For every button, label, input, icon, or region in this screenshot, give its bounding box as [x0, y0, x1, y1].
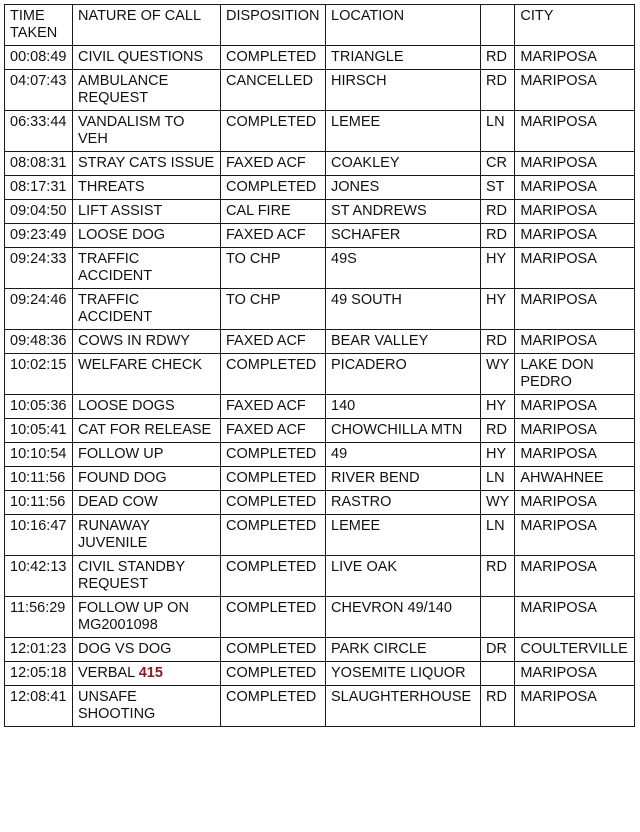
cell-suffix: HY — [481, 395, 515, 419]
cell-time: 10:11:56 — [5, 467, 73, 491]
cell-disposition: FAXED ACF — [221, 152, 326, 176]
cell-city: MARIPOSA — [515, 330, 635, 354]
cell-city: MARIPOSA — [515, 46, 635, 70]
table-row — [5, 111, 635, 152]
cell-time: 10:02:15 — [5, 354, 73, 395]
cell-disposition: COMPLETED — [221, 467, 326, 491]
table-row — [5, 597, 635, 638]
table-row — [5, 556, 635, 597]
table-row — [5, 224, 635, 248]
cell-disposition: FAXED ACF — [221, 330, 326, 354]
header-location: LOCATION — [326, 5, 481, 46]
cell-nature: CAT FOR RELEASE — [73, 419, 221, 443]
table-row — [5, 46, 635, 70]
cell-location: BEAR VALLEY — [326, 330, 481, 354]
header-suffix — [481, 5, 515, 46]
cell-location: ST ANDREWS — [326, 200, 481, 224]
cell-disposition: TO CHP — [221, 248, 326, 289]
cell-time: 09:23:49 — [5, 224, 73, 248]
cell-nature: LIFT ASSIST — [73, 200, 221, 224]
cell-nature: STRAY CATS ISSUE — [73, 152, 221, 176]
cell-disposition: COMPLETED — [221, 638, 326, 662]
header-nature: NATURE OF CALL — [73, 5, 221, 46]
cell-nature: TRAFFIC ACCIDENT — [73, 289, 221, 330]
cell-suffix: RD — [481, 224, 515, 248]
cell-disposition: COMPLETED — [221, 354, 326, 395]
table-row — [5, 152, 635, 176]
cell-city: MARIPOSA — [515, 597, 635, 638]
cell-disposition: COMPLETED — [221, 491, 326, 515]
cell-nature: FOUND DOG — [73, 467, 221, 491]
cell-time: 08:08:31 — [5, 152, 73, 176]
table-row — [5, 686, 635, 727]
cell-suffix — [481, 597, 515, 638]
cell-nature: COWS IN RDWY — [73, 330, 221, 354]
cell-disposition: COMPLETED — [221, 556, 326, 597]
cell-city: MARIPOSA — [515, 443, 635, 467]
cell-city: MARIPOSA — [515, 556, 635, 597]
cell-time: 10:05:41 — [5, 419, 73, 443]
cell-nature: AMBULANCE REQUEST — [73, 70, 221, 111]
cell-location: TRIANGLE — [326, 46, 481, 70]
cell-disposition: CANCELLED — [221, 70, 326, 111]
cell-location: RIVER BEND — [326, 467, 481, 491]
cell-suffix: RD — [481, 46, 515, 70]
cell-location: 49S — [326, 248, 481, 289]
cell-location: SCHAFER — [326, 224, 481, 248]
cell-city: MARIPOSA — [515, 662, 635, 686]
cell-suffix: HY — [481, 443, 515, 467]
cell-time: 11:56:29 — [5, 597, 73, 638]
cell-nature: RUNAWAY JUVENILE — [73, 515, 221, 556]
table-row — [5, 395, 635, 419]
cell-city: COULTERVILLE — [515, 638, 635, 662]
table-row — [5, 662, 635, 686]
table-row — [5, 443, 635, 467]
table-row — [5, 330, 635, 354]
cell-suffix: RD — [481, 686, 515, 727]
cell-nature: WELFARE CHECK — [73, 354, 221, 395]
cell-city: MARIPOSA — [515, 152, 635, 176]
header-time: TIME TAKEN — [5, 5, 73, 46]
cell-location: PICADERO — [326, 354, 481, 395]
cell-time: 00:08:49 — [5, 46, 73, 70]
cell-nature: LOOSE DOG — [73, 224, 221, 248]
cell-time: 08:17:31 — [5, 176, 73, 200]
cell-suffix: CR — [481, 152, 515, 176]
cell-nature: DOG VS DOG — [73, 638, 221, 662]
cell-suffix: WY — [481, 354, 515, 395]
cell-disposition: FAXED ACF — [221, 224, 326, 248]
cell-time: 09:24:46 — [5, 289, 73, 330]
cell-location: YOSEMITE LIQUOR — [326, 662, 481, 686]
cell-location: PARK CIRCLE — [326, 638, 481, 662]
nature-text: VERBAL — [78, 665, 135, 681]
cell-city: LAKE DON PEDRO — [515, 354, 635, 395]
cell-nature: VANDALISM TO VEH — [73, 111, 221, 152]
cell-location: 49 SOUTH — [326, 289, 481, 330]
cell-disposition: COMPLETED — [221, 46, 326, 70]
cell-suffix: LN — [481, 515, 515, 556]
cell-city: MARIPOSA — [515, 395, 635, 419]
cell-disposition: FAXED ACF — [221, 395, 326, 419]
cell-nature: UNSAFE SHOOTING — [73, 686, 221, 727]
cell-time: 12:08:41 — [5, 686, 73, 727]
cell-suffix: WY — [481, 491, 515, 515]
cell-time: 10:05:36 — [5, 395, 73, 419]
cell-suffix: DR — [481, 638, 515, 662]
cell-location: LEMEE — [326, 515, 481, 556]
cell-disposition: CAL FIRE — [221, 200, 326, 224]
cell-time: 09:04:50 — [5, 200, 73, 224]
cell-time: 10:42:13 — [5, 556, 73, 597]
nature-code: 415 — [138, 665, 163, 681]
table-row — [5, 248, 635, 289]
call-log-body — [5, 46, 635, 727]
cell-time: 09:48:36 — [5, 330, 73, 354]
cell-nature: DEAD COW — [73, 491, 221, 515]
call-log-table — [4, 4, 635, 727]
cell-nature: FOLLOW UP ON MG2001098 — [73, 597, 221, 638]
cell-location: 49 — [326, 443, 481, 467]
table-row — [5, 200, 635, 224]
cell-time: 09:24:33 — [5, 248, 73, 289]
table-row — [5, 638, 635, 662]
cell-suffix: RD — [481, 70, 515, 111]
cell-disposition: COMPLETED — [221, 686, 326, 727]
cell-nature — [73, 662, 221, 686]
cell-disposition: COMPLETED — [221, 443, 326, 467]
cell-city: MARIPOSA — [515, 224, 635, 248]
cell-location: CHOWCHILLA MTN — [326, 419, 481, 443]
header-row — [5, 5, 635, 46]
cell-city: AHWAHNEE — [515, 467, 635, 491]
table-row — [5, 419, 635, 443]
cell-location: LEMEE — [326, 111, 481, 152]
cell-disposition: COMPLETED — [221, 176, 326, 200]
cell-city: MARIPOSA — [515, 111, 635, 152]
cell-disposition: COMPLETED — [221, 662, 326, 686]
cell-nature: FOLLOW UP — [73, 443, 221, 467]
cell-time: 12:01:23 — [5, 638, 73, 662]
cell-city: MARIPOSA — [515, 176, 635, 200]
cell-location: COAKLEY — [326, 152, 481, 176]
cell-suffix: RD — [481, 200, 515, 224]
cell-suffix — [481, 662, 515, 686]
cell-disposition: TO CHP — [221, 289, 326, 330]
cell-location: SLAUGHTERHOUSE — [326, 686, 481, 727]
cell-suffix: ST — [481, 176, 515, 200]
cell-time: 06:33:44 — [5, 111, 73, 152]
cell-suffix: RD — [481, 330, 515, 354]
cell-nature: CIVIL QUESTIONS — [73, 46, 221, 70]
cell-suffix: HY — [481, 248, 515, 289]
cell-city: MARIPOSA — [515, 248, 635, 289]
cell-location: LIVE OAK — [326, 556, 481, 597]
header-disposition: DISPOSITION — [221, 5, 326, 46]
cell-city: MARIPOSA — [515, 419, 635, 443]
cell-location: CHEVRON 49/140 — [326, 597, 481, 638]
cell-nature: THREATS — [73, 176, 221, 200]
cell-suffix: RD — [481, 556, 515, 597]
cell-suffix: LN — [481, 111, 515, 152]
cell-location: RASTRO — [326, 491, 481, 515]
cell-location: JONES — [326, 176, 481, 200]
cell-city: MARIPOSA — [515, 200, 635, 224]
cell-city: MARIPOSA — [515, 70, 635, 111]
cell-disposition: COMPLETED — [221, 597, 326, 638]
cell-nature: TRAFFIC ACCIDENT — [73, 248, 221, 289]
table-row — [5, 70, 635, 111]
cell-location: HIRSCH — [326, 70, 481, 111]
table-row — [5, 515, 635, 556]
table-row — [5, 467, 635, 491]
cell-city: MARIPOSA — [515, 686, 635, 727]
table-row — [5, 354, 635, 395]
cell-city: MARIPOSA — [515, 491, 635, 515]
cell-suffix: HY — [481, 289, 515, 330]
cell-disposition: COMPLETED — [221, 111, 326, 152]
cell-disposition: COMPLETED — [221, 515, 326, 556]
cell-time: 10:16:47 — [5, 515, 73, 556]
cell-time: 10:10:54 — [5, 443, 73, 467]
cell-suffix: LN — [481, 467, 515, 491]
cell-time: 12:05:18 — [5, 662, 73, 686]
table-row — [5, 289, 635, 330]
cell-nature: CIVIL STANDBY REQUEST — [73, 556, 221, 597]
cell-location: 140 — [326, 395, 481, 419]
cell-suffix: RD — [481, 419, 515, 443]
cell-city: MARIPOSA — [515, 515, 635, 556]
table-row — [5, 176, 635, 200]
cell-time: 04:07:43 — [5, 70, 73, 111]
cell-time: 10:11:56 — [5, 491, 73, 515]
cell-city: MARIPOSA — [515, 289, 635, 330]
header-city: CITY — [515, 5, 635, 46]
table-row — [5, 491, 635, 515]
cell-disposition: FAXED ACF — [221, 419, 326, 443]
cell-nature: LOOSE DOGS — [73, 395, 221, 419]
